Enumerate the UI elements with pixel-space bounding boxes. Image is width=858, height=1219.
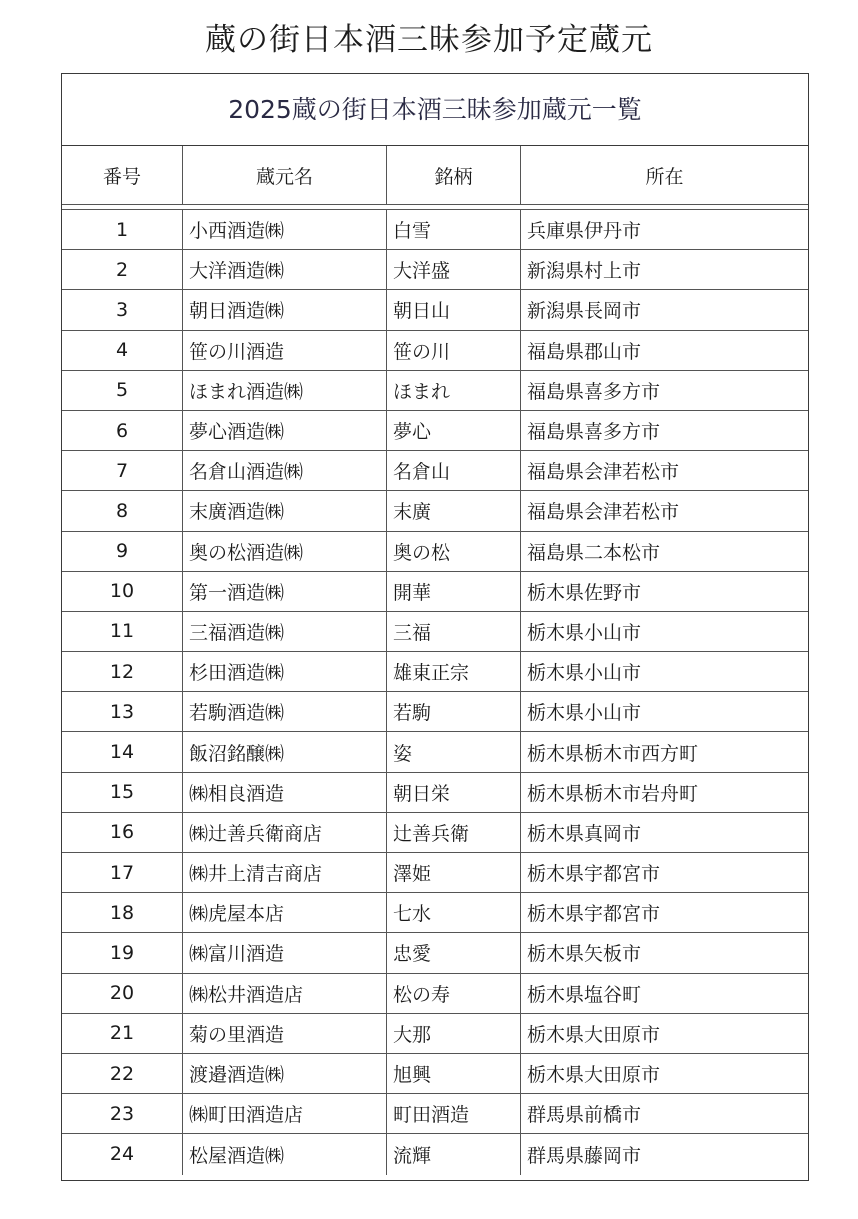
table-row	[62, 813, 808, 853]
cell-number: 7	[62, 451, 183, 490]
cell-brand: 姿	[387, 732, 521, 771]
cell-location: 栃木県大田原市	[527, 1064, 661, 1087]
cell-brewery: 小西酒造㈱	[183, 210, 387, 249]
cell-brand: 松の寿	[387, 974, 521, 1013]
table-row	[62, 933, 808, 973]
header-brewery: 蔵元名	[183, 146, 387, 204]
cell-location: 福島県郡山市	[527, 340, 642, 363]
table-row	[62, 853, 808, 893]
cell-number: 16	[62, 813, 183, 852]
cell-number: 19	[62, 933, 183, 972]
cell-brand: 奥の松	[387, 532, 521, 571]
cell-brewery: ㈱松井酒造店	[183, 974, 387, 1013]
cell-brand: 大洋盛	[387, 250, 521, 289]
cell-number: 18	[62, 893, 183, 932]
cell-number: 24	[62, 1134, 183, 1174]
cell-brand: 町田酒造	[387, 1094, 521, 1133]
cell-brand: 雄東正宗	[387, 652, 521, 691]
cell-number: 23	[62, 1094, 183, 1133]
table-row	[62, 732, 808, 772]
cell-location: 福島県会津若松市	[527, 501, 680, 524]
cell-brand: 流輝	[387, 1134, 521, 1174]
cell-brewery: 松屋酒造㈱	[183, 1134, 387, 1174]
table-row	[62, 652, 808, 692]
cell-location: 栃木県真岡市	[527, 822, 642, 845]
table-row	[62, 1094, 808, 1134]
table-row	[62, 773, 808, 813]
table-row	[62, 1014, 808, 1054]
cell-number: 8	[62, 491, 183, 530]
cell-brand: 三福	[387, 612, 521, 651]
cell-brewery: 笹の川酒造	[183, 331, 387, 370]
cell-number: 5	[62, 371, 183, 410]
cell-location: 栃木県栃木市岩舟町	[527, 782, 699, 805]
cell-brewery: ほまれ酒造㈱	[183, 371, 387, 410]
table-row	[62, 451, 808, 491]
table-body	[62, 210, 808, 1175]
cell-number: 10	[62, 572, 183, 611]
cell-brewery: 飯沼銘醸㈱	[183, 732, 387, 771]
cell-location: 栃木県矢板市	[527, 943, 642, 966]
cell-number: 22	[62, 1054, 183, 1093]
cell-brewery: 末廣酒造㈱	[183, 491, 387, 530]
cell-brewery: 渡邉酒造㈱	[183, 1054, 387, 1093]
cell-brand: 七水	[387, 893, 521, 932]
cell-number: 9	[62, 532, 183, 571]
table-row	[62, 1054, 808, 1094]
cell-number: 2	[62, 250, 183, 289]
cell-brewery: ㈱相良酒造	[183, 773, 387, 812]
cell-brand: 末廣	[387, 491, 521, 530]
cell-location: 栃木県小山市	[527, 662, 642, 685]
cell-brewery: 大洋酒造㈱	[183, 250, 387, 289]
cell-brand: 旭興	[387, 1054, 521, 1093]
cell-brewery: 三福酒造㈱	[183, 612, 387, 651]
cell-location: 栃木県大田原市	[527, 1023, 661, 1046]
table-row	[62, 250, 808, 290]
cell-brewery: ㈱井上清吉商店	[183, 853, 387, 892]
table-row	[62, 612, 808, 652]
cell-number: 17	[62, 853, 183, 892]
cell-location: 栃木県宇都宮市	[527, 903, 661, 926]
cell-number: 4	[62, 331, 183, 370]
header-brand: 銘柄	[387, 146, 521, 204]
cell-number: 20	[62, 974, 183, 1013]
table-row	[62, 411, 808, 451]
cell-brand: ほまれ	[387, 371, 521, 410]
cell-brewery: ㈱虎屋本店	[183, 893, 387, 932]
cell-brand: 開華	[387, 572, 521, 611]
header-location: 所在	[645, 165, 684, 188]
table-title: 2025蔵の街日本酒三昧参加蔵元一覧	[62, 74, 808, 146]
cell-brewery: ㈱町田酒造店	[183, 1094, 387, 1133]
table-row	[62, 371, 808, 411]
cell-location: 栃木県栃木市西方町	[527, 742, 699, 765]
brewery-table	[61, 73, 809, 1181]
table-header-row	[62, 146, 808, 204]
cell-brand: 大那	[387, 1014, 521, 1053]
cell-brewery: 名倉山酒造㈱	[183, 451, 387, 490]
table-row	[62, 331, 808, 371]
cell-brand: 朝日栄	[387, 773, 521, 812]
cell-location: 福島県喜多方市	[527, 380, 661, 403]
cell-number: 14	[62, 732, 183, 771]
cell-brand: 白雪	[387, 210, 521, 249]
cell-location: 新潟県長岡市	[527, 300, 642, 323]
cell-brewery: 夢心酒造㈱	[183, 411, 387, 450]
cell-number: 13	[62, 692, 183, 731]
cell-brand: 夢心	[387, 411, 521, 450]
cell-location: 栃木県塩谷町	[527, 983, 642, 1006]
cell-brewery: 若駒酒造㈱	[183, 692, 387, 731]
cell-brewery: 奥の松酒造㈱	[183, 532, 387, 571]
cell-brand: 忠愛	[387, 933, 521, 972]
cell-brand: 笹の川	[387, 331, 521, 370]
cell-location: 栃木県小山市	[527, 702, 642, 725]
table-row	[62, 974, 808, 1014]
cell-location: 新潟県村上市	[527, 260, 642, 283]
page-title: 蔵の街日本酒三昧参加予定蔵元	[205, 22, 653, 58]
cell-location: 兵庫県伊丹市	[527, 220, 642, 243]
table-row	[62, 572, 808, 612]
table-row	[62, 692, 808, 732]
cell-brewery: 菊の里酒造	[183, 1014, 387, 1053]
table-row	[62, 290, 808, 330]
cell-brand: 名倉山	[387, 451, 521, 490]
cell-brand: 朝日山	[387, 290, 521, 329]
cell-location: 群馬県藤岡市	[527, 1144, 642, 1167]
table-row	[62, 893, 808, 933]
cell-location: 栃木県宇都宮市	[527, 863, 661, 886]
cell-location: 福島県会津若松市	[527, 461, 680, 484]
table-row	[62, 532, 808, 572]
cell-number: 11	[62, 612, 183, 651]
cell-brand: 若駒	[387, 692, 521, 731]
cell-location: 福島県二本松市	[527, 541, 661, 564]
cell-location: 福島県喜多方市	[527, 421, 661, 444]
cell-number: 1	[62, 210, 183, 249]
cell-number: 15	[62, 773, 183, 812]
cell-number: 12	[62, 652, 183, 691]
cell-number: 6	[62, 411, 183, 450]
cell-location: 栃木県佐野市	[527, 581, 642, 604]
cell-location: 群馬県前橋市	[527, 1104, 642, 1127]
cell-brand: 辻善兵衛	[387, 813, 521, 852]
table-row	[62, 491, 808, 531]
cell-brewery: 第一酒造㈱	[183, 572, 387, 611]
header-number: 番号	[62, 146, 183, 204]
cell-brewery: 杉田酒造㈱	[183, 652, 387, 691]
cell-brewery: 朝日酒造㈱	[183, 290, 387, 329]
cell-number: 3	[62, 290, 183, 329]
cell-brewery: ㈱辻善兵衛商店	[183, 813, 387, 852]
table-row	[62, 1134, 808, 1174]
cell-brand: 澤姫	[387, 853, 521, 892]
cell-brewery: ㈱富川酒造	[183, 933, 387, 972]
cell-location: 栃木県小山市	[527, 621, 642, 644]
table-row	[62, 210, 808, 250]
cell-number: 21	[62, 1014, 183, 1053]
